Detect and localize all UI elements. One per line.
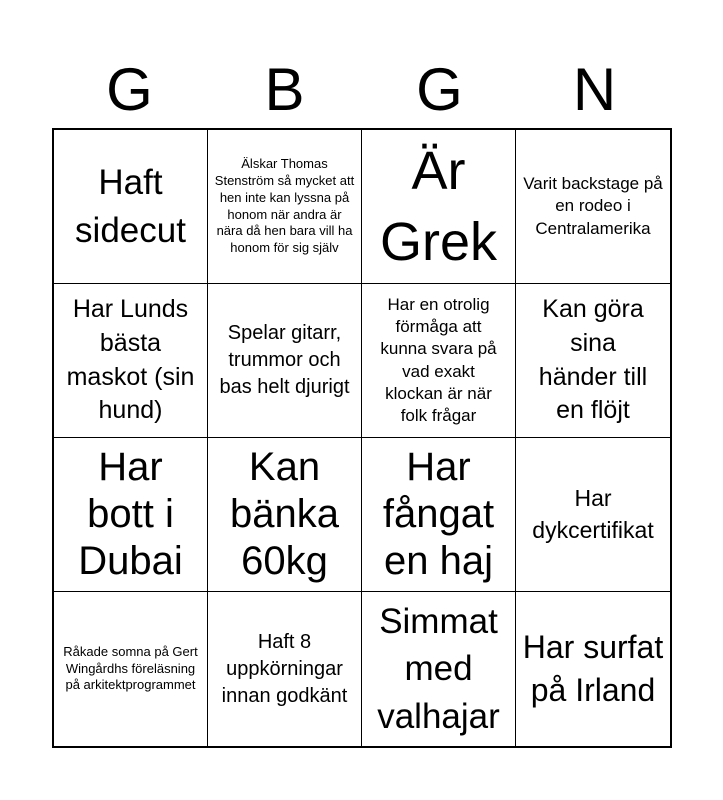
cell-text: Älskar Thomas Stenström så mycket att hen inte kan lyssna på honom när andra är nära då hen bara vill ha honom för sig själv [214, 155, 355, 256]
cell-text: Kan bänka 60kg [230, 444, 339, 584]
cell-text: Simmat med valhajar [377, 602, 500, 736]
cell-text: Har surfat på Irland [522, 628, 664, 708]
cell-text: Varit backstage på en rodeo i Centralamerika [523, 174, 663, 238]
cell-text: Haft 8 uppkörningar innan godkänt [221, 630, 348, 707]
bingo-cell[interactable] [54, 130, 208, 284]
cell-text: Är Grek [379, 141, 498, 272]
bingo-cell[interactable] [208, 284, 362, 438]
cell-text: Råkade somna på Gert Wingårdhs föreläsning på arkitektprogrammet [63, 643, 198, 693]
bingo-cell[interactable] [516, 130, 670, 284]
cell-text: Har fångat en haj [382, 444, 495, 584]
bingo-cell[interactable] [362, 284, 516, 438]
header-letter-4: N [572, 56, 617, 123]
bingo-cell[interactable] [516, 438, 670, 592]
bingo-cell[interactable] [362, 130, 516, 284]
bingo-cell[interactable] [516, 284, 670, 438]
bingo-header [52, 52, 672, 128]
header-letter-1: G [106, 56, 153, 123]
cell-text: Har dykcertifikat [532, 485, 654, 543]
cell-text: Kan göra sina händer till en flöjt [538, 295, 648, 425]
cell-text: Haft sidecut [75, 163, 186, 250]
bingo-cell[interactable] [54, 284, 208, 438]
cell-text: Har en otrolig förmåga att kunna svara på vad exakt klockan är när folk frågar [380, 295, 497, 425]
bingo-board [52, 128, 672, 748]
header-letter-2: B [264, 56, 305, 123]
bingo-cell[interactable] [208, 130, 362, 284]
bingo-cell[interactable] [516, 592, 670, 746]
bingo-cell[interactable] [208, 438, 362, 592]
cell-text: Spelar gitarr, trummor och bas helt djurigt [219, 322, 350, 398]
bingo-cell[interactable] [362, 592, 516, 746]
bingo-cell[interactable] [362, 438, 516, 592]
cell-text: Har bott i Dubai [78, 444, 183, 584]
bingo-cell[interactable] [208, 592, 362, 746]
bingo-cell[interactable] [54, 438, 208, 592]
header-letter-3: G [416, 56, 463, 123]
bingo-cell[interactable] [54, 592, 208, 746]
cell-text: Har Lunds bästa maskot (sin hund) [66, 295, 195, 425]
